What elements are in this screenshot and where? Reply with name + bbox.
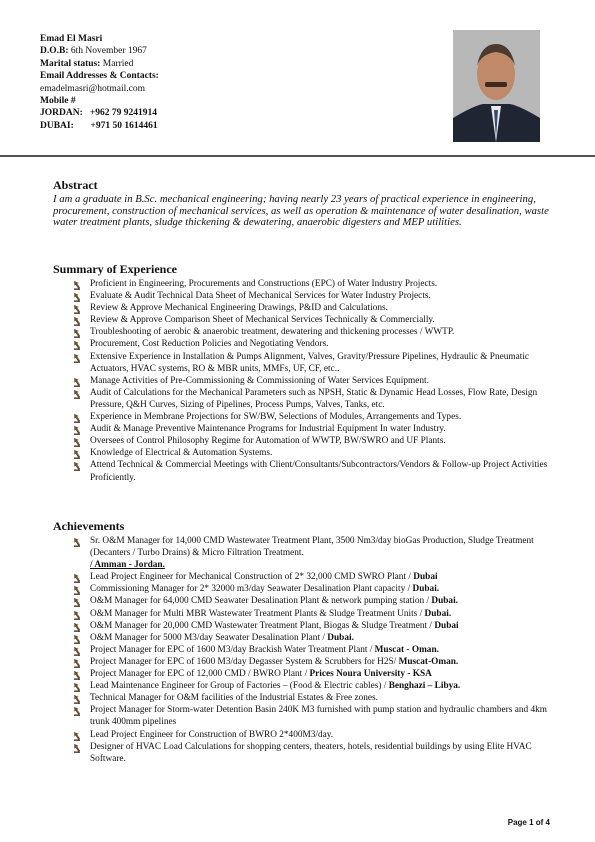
summary-item-text: Knowledge of Electrical & Automation Systems. xyxy=(90,448,273,459)
arrow-bullet-icon xyxy=(72,743,82,753)
arrow-bullet-icon xyxy=(72,585,82,595)
dubai-label: DUBAI: xyxy=(40,120,74,131)
achievement-location: / Amman - Jordan. xyxy=(90,560,165,571)
arrow-bullet-icon xyxy=(72,449,82,459)
summary-item-text: Review & Approve Mechanical Engineering Drawings, P&ID and Calculations. xyxy=(90,303,388,314)
arrow-bullet-icon xyxy=(72,340,82,350)
achievement-text: Lead Project Engineer for Construction of BWRO 2*400M3/day. xyxy=(90,729,334,740)
achievement-text: Project Manager for Storm-water Detention Basin 240K M3 furnished with pump station and hydraulic chambers and 4km trunk 400mm pipelines xyxy=(90,705,547,728)
achievement-location: Dubai. xyxy=(412,584,440,595)
achievement-text: O&M Manager for 5000 M3/day Seawater Desalination Plant / xyxy=(90,632,328,643)
achievement-item xyxy=(53,535,558,571)
summary-item xyxy=(53,278,558,290)
summary-item-text: Attend Technical & Commercial Meetings with Client/Consultants/Subcontractors/Vendors & Follow-up Project Activities Proficiently. xyxy=(90,460,548,483)
achievement-item xyxy=(53,668,558,680)
achievement-item xyxy=(53,656,558,668)
achievements-heading: Achievements xyxy=(53,519,125,533)
arrow-bullet-icon xyxy=(72,537,82,547)
arrow-bullet-icon xyxy=(72,670,82,680)
achievement-text: Project Manager for EPC of 1600 M3/day Brackish Water Treatment Plant / xyxy=(90,644,375,655)
achievement-item xyxy=(53,741,558,765)
summary-item-text: Troubleshooting of aerobic & anaerobic treatment, dewatering and thickening processes / WWTP. xyxy=(90,327,455,338)
achievement-location: Dubai. xyxy=(431,596,458,607)
summary-item-text: Oversees of Control Philosophy Regime for Automation of WWTP, BW/SWRO and UF Plants. xyxy=(90,436,446,447)
arrow-bullet-icon xyxy=(72,425,82,435)
abstract-heading: Abstract xyxy=(53,178,98,192)
arrow-bullet-icon xyxy=(72,658,82,668)
summary-item xyxy=(53,326,558,338)
email-value[interactable]: emadelmasri@hotmail.com xyxy=(40,83,146,94)
arrow-bullet-icon xyxy=(72,573,82,583)
arrow-bullet-icon xyxy=(72,597,82,607)
achievement-location: Muscat - Oman. xyxy=(374,644,439,655)
achievement-text: Project Manager for EPC of 1600 M3/day Degasser System & Scrubbers for H2S/ xyxy=(90,656,399,667)
dob-value: 6th November 1967 xyxy=(70,46,147,57)
achievement-text: Project Manager for EPC of 12,000 CMD / BWRO Plant / xyxy=(90,669,310,680)
summary-item-text: Audit of Calculations for the Mechanical Parameters such as NPSH, Static & Dynamic Head Losses, Flow Rate, Design Pressure, Q&H Curves, Sizing of Pipelines, Process Pumps, Valves, Tanks, etc. xyxy=(90,387,538,410)
summary-item xyxy=(53,435,558,447)
summary-section xyxy=(53,263,558,484)
arrow-bullet-icon xyxy=(72,316,82,326)
arrow-bullet-icon xyxy=(72,437,82,447)
summary-item xyxy=(53,302,558,314)
achievement-item xyxy=(53,644,558,656)
achievement-text: Sr. O&M Manager for 14,000 CMD Wastewater Treatment Plant, 3500 Nm3/day bioGas Production, Sludge Treatment (Decanters / Turbo Drains) & Micro Filtration Treatment. xyxy=(90,536,534,559)
achievements-list xyxy=(53,535,558,765)
achievement-location: Dubai xyxy=(413,572,438,583)
achievement-item xyxy=(53,620,558,632)
achievement-item xyxy=(53,680,558,692)
summary-item xyxy=(53,423,558,435)
achievement-location: Dubai. xyxy=(424,608,452,619)
summary-item-text: Manage Activities of Pre-Commissioning & Commissioning of Water Services Equipment. xyxy=(90,375,429,386)
achievements-section xyxy=(53,520,558,765)
achievement-location: Dubai xyxy=(434,620,459,631)
marital-label: Marital status: xyxy=(40,58,101,69)
achievement-item xyxy=(53,595,558,607)
arrow-bullet-icon xyxy=(72,389,82,399)
achievement-item xyxy=(53,632,558,644)
achievement-location: Prices Noura University - KSA xyxy=(309,669,432,680)
profile-photo xyxy=(453,30,540,142)
summary-item xyxy=(53,387,558,411)
dob-label: D.O.B: xyxy=(40,46,69,57)
arrow-bullet-icon xyxy=(72,634,82,644)
summary-item-text: Proficient in Engineering, Procurements and Constructions (EPC) of Water Industry Projects. xyxy=(90,279,438,289)
arrow-bullet-icon xyxy=(72,280,82,290)
summary-item xyxy=(53,411,558,423)
achievement-text: O&M Manager for Multi MBR Wastewater Treatment Plants & Sludge Treatment Units / xyxy=(90,608,425,619)
arrow-bullet-icon xyxy=(72,682,82,692)
marital-value: Married xyxy=(102,58,134,69)
summary-item-text: Extensive Experience in Installation & Pumps Alignment, Valves, Gravity/Pressure Pipelines, Hydraulic & Pneumatic Actuators, HVAC systems, RO & MBR units, MMFs, UF, CF, etc.. xyxy=(90,351,530,374)
arrow-bullet-icon xyxy=(72,610,82,620)
summary-item-text: Experience in Membrane Projections for SW/BW, Selections of Modules, Arrangements and Types. xyxy=(90,412,462,423)
arrow-bullet-icon xyxy=(72,304,82,314)
summary-item xyxy=(53,351,558,375)
achievement-text: O&M Manager for 64,000 CMD Seawater Desalination Plant & network pumping station / xyxy=(90,596,432,607)
email-label: Email Addresses & Contacts: xyxy=(40,71,159,82)
achievement-item xyxy=(53,571,558,583)
achievement-text: Technical Manager for O&M facilities of the Industrial Estates & Free zones. xyxy=(90,693,378,704)
arrow-bullet-icon xyxy=(72,461,82,471)
achievement-item xyxy=(53,608,558,620)
achievement-location: Muscat-Oman. xyxy=(398,656,459,667)
achievement-text: Commissioning Manager for 2* 32000 m3/day Seawater Desalination Plant capacity / xyxy=(90,584,413,595)
achievement-item xyxy=(53,704,558,728)
abstract-section xyxy=(53,179,558,229)
arrow-bullet-icon xyxy=(72,328,82,338)
achievement-text: Designer of HVAC Load Calculations for shopping centers, theaters, hotels, residential buildings by using Elite HVAC Software. xyxy=(90,741,532,764)
page-number: Page 1 of 4 xyxy=(507,818,550,827)
summary-item xyxy=(53,314,558,326)
summary-item-text: Review & Approve Comparison Sheet of Mechanical Services Technically & Commercially. xyxy=(90,315,435,326)
jordan-label: JORDAN: xyxy=(40,108,83,119)
arrow-bullet-icon xyxy=(72,413,82,423)
arrow-bullet-icon xyxy=(72,377,82,387)
header-divider xyxy=(0,155,595,157)
achievement-text: Lead Project Engineer for Mechanical Construction of 2* 32,000 CMD SWRO Plant / xyxy=(90,572,414,583)
achievement-text: O&M Manager for 20,000 CMD Wastewater Treatment Plant, Biogas & Sludge Treatment / xyxy=(90,620,435,631)
candidate-name: Emad El Masri xyxy=(40,34,103,44)
achievement-text: Lead Maintenance Engineer for Group of Factories – (Food & Electric cables) / xyxy=(90,681,389,692)
summary-item xyxy=(53,338,558,350)
achievement-location: Benghazi – Libya. xyxy=(388,681,461,692)
arrow-bullet-icon xyxy=(72,694,82,704)
summary-item-text: Evaluate & Audit Technical Data Sheet of Mechanical Services for Water Industry Projects. xyxy=(90,291,431,302)
summary-item-text: Procurement, Cost Reduction Policies and Negotiating Vendors. xyxy=(90,339,329,350)
summary-item xyxy=(53,459,558,483)
achievement-item xyxy=(53,583,558,595)
summary-list xyxy=(53,278,558,484)
achievement-item xyxy=(53,729,558,741)
arrow-bullet-icon xyxy=(72,622,82,632)
arrow-bullet-icon xyxy=(72,731,82,741)
arrow-bullet-icon xyxy=(72,292,82,302)
jordan-phone: +962 79 9241914 xyxy=(89,108,158,119)
contact-header xyxy=(40,33,159,132)
dubai-phone: +971 50 1614461 xyxy=(90,120,158,131)
summary-heading: Summary of Experience xyxy=(53,262,177,276)
arrow-bullet-icon xyxy=(72,353,82,363)
summary-item xyxy=(53,447,558,459)
arrow-bullet-icon xyxy=(72,706,82,716)
arrow-bullet-icon xyxy=(72,646,82,656)
summary-item-text: Audit & Manage Preventive Maintenance Programs for Industrial Equipment In water Industry. xyxy=(90,424,446,435)
abstract-text: I am a graduate in B.Sc. mechanical engineering; having nearly 23 years of practical experience in engineering, procurement, construction of mechanical services, as well as operation & maintenance of water desalination, waste water treatment plants, sludge thickening & dewatering, anaerobic digesters and MEP utilities. xyxy=(53,193,549,229)
summary-item xyxy=(53,290,558,302)
mobile-label: Mobile # xyxy=(40,96,76,107)
achievement-location: Dubai. xyxy=(327,632,354,643)
achievement-item xyxy=(53,692,558,704)
summary-item xyxy=(53,375,558,387)
